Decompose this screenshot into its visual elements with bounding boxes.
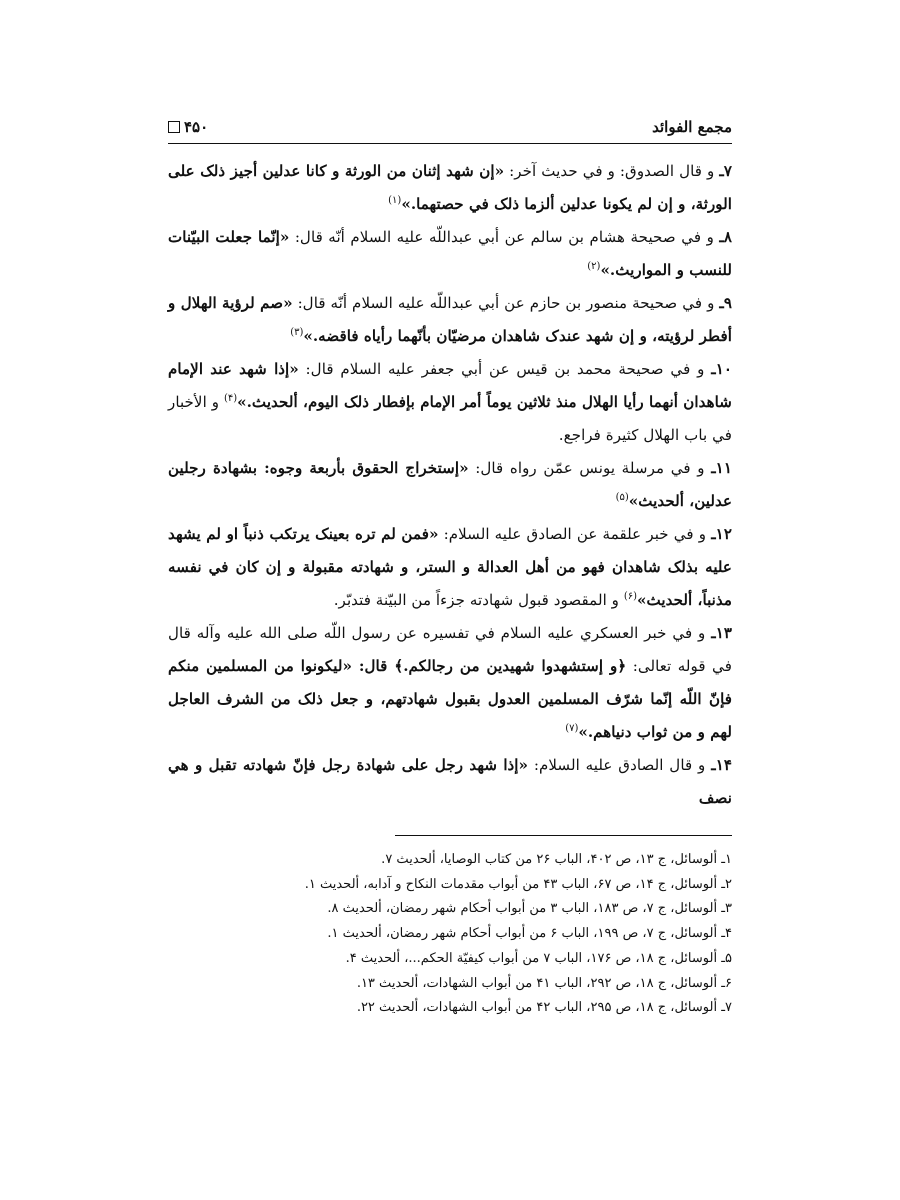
footnote-6: ۶ـ ألوسائل، ج ۱۸، ص ۲۹۲، الباب ۴۱ من أبواب الشهادات، ألحديث ۱۳.	[356, 975, 732, 991]
paragraph-number: ۱۲ـ	[711, 525, 732, 543]
paragraph-number: ۹ـ	[719, 294, 732, 312]
footnote-ref[interactable]: (۲)	[587, 260, 601, 272]
hadith-quote: «إذا شهد عند الإمام شاهدان أنهما رأيا الهلال منذ ثلاثين يوماً أمر الإمام بإفطار ذلک اليوم، ألحديث.»	[168, 360, 732, 411]
page-number-text: ۴۵۰	[184, 118, 209, 136]
paragraph-intro: و في صحيحة منصور بن حازم عن أبي عبداللّه عليه السلام أنّه قال:	[292, 294, 715, 312]
paragraph-14	[168, 749, 732, 815]
footnote-2: ۲ـ ألوسائل، ج ۱۴، ص ۶۷، الباب ۴۳ من أبواب مقدمات النكاح و آدابه، ألحديث ۱.	[304, 876, 732, 892]
paragraph-after: و الأخبار في باب الهلال كثيرة فراجع.	[168, 393, 732, 444]
footnote-separator	[395, 835, 732, 836]
paragraph-number: ۷ـ	[719, 162, 733, 180]
footnote-3: ۳ـ ألوسائل، ج ۷، ص ۱۸۳، الباب ۳ من أبواب أحكام شهر رمضان، ألحديث ۸.	[327, 901, 732, 917]
paragraph-after: و المقصود قبول شهادته جزءاً من البيّنة فتدبّر.	[333, 591, 624, 609]
footnote-ref[interactable]: (۳)	[290, 326, 304, 338]
footnotes	[168, 848, 732, 1021]
paragraph-number: ۱۱ـ	[711, 459, 732, 477]
hadith-quote: «إستخراج الحقوق بأربعة وجوه: بشهادة رجلين عدلين، ألحديث»	[168, 459, 732, 510]
hadith-quote: «صم لرؤية الهلال و أفطر لرؤيته، و إن شهد عندک شاهدان مرضيّان بأنّهما رأياه فاقضه.»	[168, 294, 732, 345]
paragraph-number: ۱۳ـ	[711, 624, 733, 642]
footnote-ref[interactable]: (۱)	[388, 194, 402, 206]
main-text	[168, 155, 732, 815]
paragraph-9	[168, 287, 732, 353]
paragraph-10	[168, 353, 732, 452]
paragraph-number: ۱۰ـ	[711, 360, 733, 378]
footnote-1: ۱ـ ألوسائل، ج ۱۳، ص ۴۰۲، الباب ۲۶ من كتاب الوصايا، ألحديث ۷.	[381, 852, 732, 867]
paragraph-intro: و في صحيحة هشام بن سالم عن أبي عبداللّه عليه السلام أنّه قال:	[289, 228, 714, 246]
square-icon	[168, 121, 180, 133]
page-number	[168, 118, 208, 136]
hadith-quote: ﴿و إستشهدوا شهيدين من رجالكم.﴾ قال: «ليكونوا من المسلمين منكم فإنّ اللّه إنّما شرّف المسلمين العدول بقبول شهادتهم، و جعل ذلک من الشرف العاجل لهم و من ثواب دنياهم.»	[168, 657, 732, 741]
footnote-4: ۴ـ ألوسائل، ج ۷، ص ۱۹۹، الباب ۶ من أبواب أحكام شهر رمضان، ألحديث ۱.	[327, 926, 732, 942]
paragraph-intro: و قال الصادق عليه السلام:	[528, 756, 706, 774]
paragraph-7	[168, 155, 732, 221]
hadith-quote: «فمن لم تره بعينک يرتكب ذنباً او لم يشهد عليه بذلک شاهدان فهو من أهل العدالة و الستر، و شهادته مقبولة و إن كان في نفسه مذنباً، ألحديث»	[168, 525, 732, 609]
hadith-quote: «إذا شهد رجل على شهادة رجل فإنّ شهادته تقبل و هي نصف	[168, 756, 732, 807]
paragraph-number: ۸ـ	[719, 228, 733, 246]
paragraph-number: ۱۴ـ	[711, 756, 733, 774]
page-header	[168, 116, 732, 144]
footnote-7: ۷ـ ألوسائل، ج ۱۸، ص ۲۹۵، الباب ۴۲ من أبواب الشهادات، ألحديث ۲۲.	[356, 1000, 732, 1016]
footnote-ref[interactable]: (۴)	[223, 392, 238, 404]
hadith-quote: «إنّما جعلت البيّنات للنسب و المواريث.»	[168, 228, 732, 279]
footnote-ref[interactable]: (۷)	[565, 722, 579, 734]
paragraph-intro: و في مرسلة يونس عمّن رواه قال:	[468, 459, 705, 477]
footnote-5: ۵ـ ألوسائل، ج ۱۸، ص ۱۷۶، الباب ۷ من أبواب كيفيّة الحكم...، ألحديث ۴.	[345, 950, 732, 966]
paragraph-13	[168, 617, 732, 749]
paragraph-8	[168, 221, 732, 287]
paragraph-12	[168, 518, 732, 617]
paragraph-intro: و في خبر علقمة عن الصادق عليه السلام:	[438, 525, 707, 543]
paragraph-intro: و في خبر العسكري عليه السلام في تفسيره عن رسول اللّه صلى الله عليه وآله قال في قوله تعالى:	[168, 624, 732, 675]
paragraph-intro: و قال الصدوق: و في حديث آخر:	[504, 162, 715, 180]
header-rule	[168, 143, 732, 144]
footnote-ref[interactable]: (۶)	[623, 590, 637, 602]
running-title: مجمع الفوائد	[652, 118, 732, 136]
paragraph-intro: و في صحيحة محمد بن قيس عن أبي جعفر عليه السلام قال:	[298, 360, 705, 378]
hadith-quote: «إن شهد إثنان من الورثة و كانا عدلين أجيز ذلک على الورثة، و إن لم يكونا عدلين ألزما ذلک في حصتهما.»	[168, 162, 732, 213]
paragraph-11	[168, 452, 732, 518]
footnote-ref[interactable]: (۵)	[615, 491, 629, 503]
